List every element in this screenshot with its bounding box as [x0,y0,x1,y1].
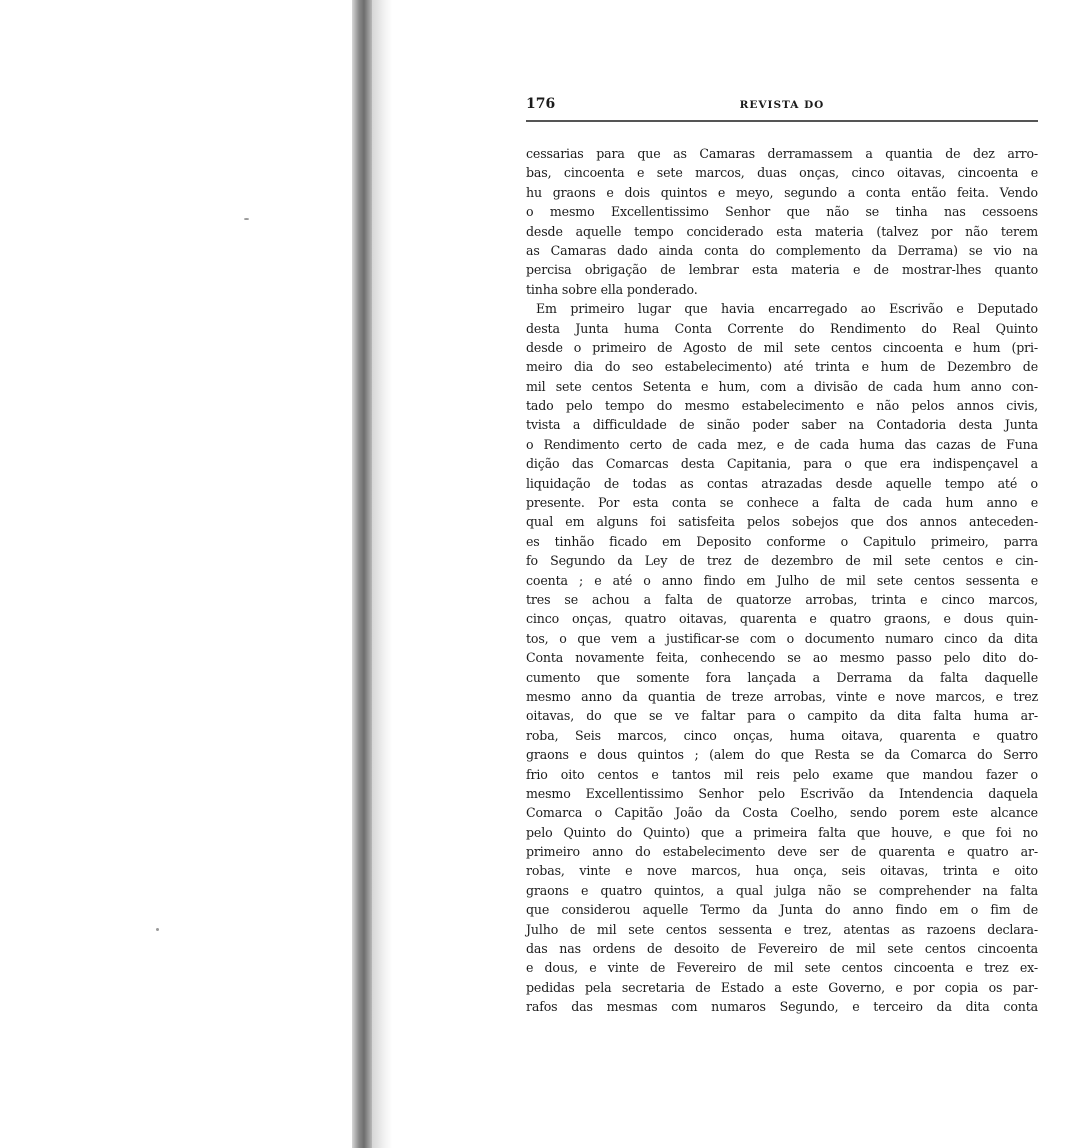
text-line: tos, o que vem a justificar-se com o documento numaro cinco da dita [526,630,1038,646]
body-text [526,144,1038,1017]
text-line: robas, vinte e nove marcos, hua onça, seis oitavas, trinta e oito [526,863,1038,879]
text-line: es tinhão ficado em Deposito conforme o Capitulo primeiro, parra [526,533,1038,549]
page-header [526,96,1038,118]
scan-speck [156,928,159,931]
page-number: 176 [526,96,556,112]
text-line: tado pelo tempo do mesmo estabelecimento e não pelos annos civis, [526,398,1038,414]
text-line: qual em alguns foi satisfeita pelos sobejos que dos annos anteceden- [526,514,1038,530]
page-binding-fade [372,0,392,1148]
text-line: cumento que somente fora lançada a Derrama da falta daquelle [526,669,1038,685]
text-line: bas, cincoenta e sete marcos, duas onças, cinco oitavas, cincoenta e [526,165,1038,181]
header-rule [526,120,1038,122]
text-line: e dous, e vinte de Fevereiro de mil sete centos cincoenta e trez ex- [526,960,1038,976]
text-line: Comarca o Capitão João da Costa Coelho, sendo porem este alcance [526,805,1038,821]
text-line: hu graons e dois quintos e meyo, segundo a conta então feita. Vendo [526,184,1038,200]
text-line: mil sete centos Setenta e hum, com a divisão de cada hum anno con- [526,378,1038,394]
text-line: desde aquelle tempo conciderado esta materia (talvez por não terem [526,223,1038,239]
page-binding-shadow [352,0,372,1148]
text-line: tres se achou a falta de quatorze arrobas, trinta e cinco marcos, [526,591,1038,607]
text-line: liquidação de todas as contas atrazadas desde aquelle tempo até o [526,475,1038,491]
text-line: graons e quatro quintos, a qual julga não se comprehender na falta [526,882,1038,898]
text-line: tinha sobre ella ponderado. [526,281,698,297]
text-line: coenta ; e até o anno findo em Julho de mil sete centos sessenta e [526,572,1038,588]
text-line: tvista a difficuldade de sinão poder saber na Contadoria desta Junta [526,417,1038,433]
scan-speck [244,218,249,220]
text-line: pelo Quinto do Quinto) que a primeira falta que houve, e que foi no [526,824,1038,840]
text-line: presente. Por esta conta se conhece a falta de cada hum anno e [526,495,1038,511]
text-line: das nas ordens de desoito de Fevereiro de mil sete centos cincoenta [526,941,1038,957]
text-line: que considerou aquelle Termo da Junta do anno findo em o fim de [526,902,1038,918]
document-page [526,96,1038,1017]
text-line: as Camaras dado ainda conta do complemento da Derrama) se vio na [526,242,1038,258]
text-line: o mesmo Excellentissimo Senhor que não se tinha nas cessoens [526,204,1038,220]
text-line: Conta novamente feita, conhecendo se ao mesmo passo pelo dito do- [526,650,1038,666]
text-line: o Rendimento certo de cada mez, e de cada huma das cazas de Funa [526,436,1038,452]
text-line: Em primeiro lugar que havia encarregado ao Escrivão e Deputado [536,301,1038,317]
text-line: meiro dia do seo estabelecimento) até trinta e hum de Dezembro de [526,359,1038,375]
text-line: graons e dous quintos ; (alem do que Resta se da Comarca do Serro [526,747,1038,763]
text-line: frio oito centos e tantos mil reis pelo exame que mandou fazer o [526,766,1038,782]
text-line: desta Junta huma Conta Corrente do Rendimento do Real Quinto [526,320,1038,336]
text-line: desde o primeiro de Agosto de mil sete centos cincoenta e hum (pri- [526,339,1038,355]
text-line: pedidas pela secretaria de Estado a este Governo, e por copia os par- [526,979,1038,995]
text-line: Julho de mil sete centos sessenta e trez, atentas as razoens declara- [526,921,1038,937]
text-line: dição das Comarcas desta Capitania, para o que era indispençavel a [526,456,1038,472]
text-line: oitavas, do que se ve faltar para o campito da dita falta huma ar- [526,708,1038,724]
text-line: fo Segundo da Ley de trez de dezembro de mil sete centos e cin- [526,553,1038,569]
text-line: mesmo anno da quantia de treze arrobas, vinte e nove marcos, e trez [526,688,1038,704]
text-line: rafos das mesmas com numaros Segundo, e terceiro da dita conta [526,999,1038,1015]
text-line: roba, Seis marcos, cinco onças, huma oitava, quarenta e quatro [526,727,1038,743]
text-line: cessarias para que as Camaras derramassem a quantia de dez arro- [526,146,1038,161]
text-line: primeiro anno do estabelecimento deve ser de quarenta e quatro ar- [526,844,1038,860]
text-line: percisa obrigação de lembrar esta materia e de mostrar-lhes quanto [526,262,1038,278]
text-line: mesmo Excellentissimo Senhor pelo Escrivão da Intendencia daquela [526,785,1038,801]
text-line: cinco onças, quatro oitavas, quarenta e quatro graons, e dous quin- [526,611,1038,627]
running-head: REVISTA DO [739,99,825,111]
